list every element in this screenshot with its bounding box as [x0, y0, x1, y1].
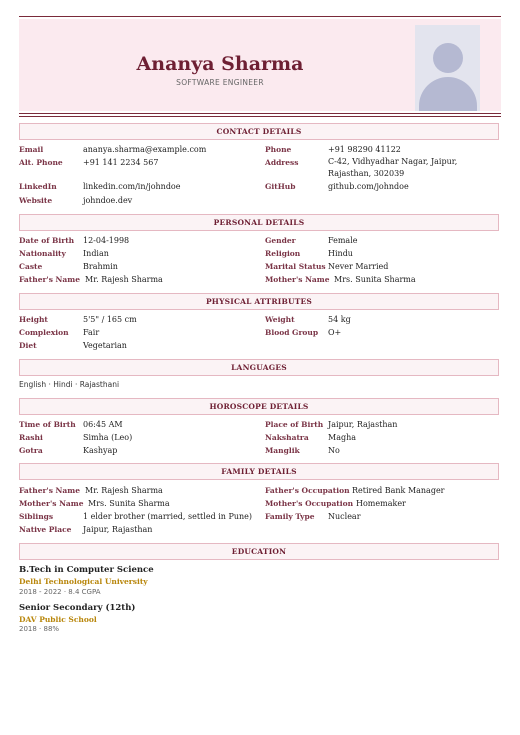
father-occupation-value: Retired Bank Manager	[352, 486, 445, 495]
weight-value: 54 kg	[328, 315, 351, 324]
address-value: C-42, Vidhyadhar Nagar, Jaipur, Rajasthan, 302039	[328, 157, 458, 178]
complexion-label: Complexion	[19, 328, 69, 337]
mother-occupation-label: Mother's Occupation	[265, 499, 354, 508]
height-label: Height	[19, 315, 48, 324]
section-header-horoscope: HOROSCOPE DETAILS	[19, 398, 499, 415]
dob-label: Date of Birth	[19, 236, 75, 245]
linkedin-value[interactable]: linkedin.com/in/johndoe	[83, 182, 181, 191]
website-label: Website	[19, 196, 53, 205]
header-rule-top	[19, 16, 501, 17]
family-type-value: Nuclear	[328, 512, 361, 521]
dob-value: 12-04-1998	[83, 236, 130, 245]
manglik-label: Manglik	[265, 446, 300, 455]
family-father-label: Father's Name	[19, 486, 80, 495]
religion-value: Hindu	[328, 249, 353, 258]
gotra-value: Kashyap	[83, 446, 118, 455]
avatar-body-icon	[419, 77, 477, 111]
section-header-family: FAMILY DETAILS	[19, 463, 499, 480]
blood-group-value: O+	[328, 328, 342, 337]
education-list	[19, 565, 501, 645]
email-label: Email	[19, 145, 44, 154]
caste-label: Caste	[19, 262, 43, 271]
mother-name-value: Mrs. Sunita Sharma	[334, 275, 416, 284]
father-occupation-label: Father's Occupation	[265, 486, 350, 495]
profile-photo-placeholder	[415, 25, 480, 111]
marital-status-label: Marital Status	[265, 262, 326, 271]
time-of-birth-label: Time of Birth	[19, 420, 76, 429]
header-banner	[19, 19, 501, 111]
github-value[interactable]: github.com/johndoe	[328, 182, 409, 191]
github-label: GitHub	[265, 182, 296, 191]
manglik-value: No	[328, 446, 340, 455]
weight-label: Weight	[265, 315, 295, 324]
nationality-label: Nationality	[19, 249, 66, 258]
email-value[interactable]: ananya.sharma@example.com	[83, 145, 207, 154]
father-name-label: Father's Name	[19, 275, 80, 284]
education-degree: B.Tech in Computer Science	[19, 565, 154, 575]
education-meta: 2018 · 88%	[19, 625, 60, 633]
person-role: SOFTWARE ENGINEER	[176, 78, 264, 87]
section-header-languages: LANGUAGES	[19, 359, 499, 376]
time-of-birth-value: 06:45 AM	[83, 420, 123, 429]
nakshatra-value: Magha	[328, 433, 357, 442]
education-school: Delhi Technological University	[19, 577, 148, 586]
mother-occupation-value: Homemaker	[356, 499, 406, 508]
complexion-value: Fair	[83, 328, 100, 337]
siblings-value: 1 elder brother (married, settled in Pune)	[83, 512, 253, 521]
alt-phone-label: Alt. Phone	[19, 158, 63, 167]
gender-value: Female	[328, 236, 358, 245]
diet-value: Vegetarian	[83, 341, 127, 350]
native-place-label: Native Place	[19, 525, 72, 534]
phone-value[interactable]: +91 98290 41122	[328, 145, 401, 154]
rashi-value: Simha (Leo)	[83, 433, 133, 442]
phone-label: Phone	[265, 145, 292, 154]
section-header-physical: PHYSICAL ATTRIBUTES	[19, 293, 499, 310]
address-label: Address	[265, 158, 299, 167]
person-name: Ananya Sharma	[136, 53, 304, 75]
mother-name-label: Mother's Name	[265, 275, 330, 284]
family-father-value: Mr. Rajesh Sharma	[85, 486, 163, 495]
header-rule-bottom-2	[19, 116, 501, 117]
father-name-value: Mr. Rajesh Sharma	[85, 275, 163, 284]
header-rule-bottom	[19, 113, 501, 114]
section-header-personal: PERSONAL DETAILS	[19, 214, 499, 231]
avatar-head-icon	[433, 43, 463, 73]
religion-label: Religion	[265, 249, 301, 258]
section-header-education: EDUCATION	[19, 543, 499, 560]
caste-value: Brahmin	[83, 262, 118, 271]
education-degree: Senior Secondary (12th)	[19, 603, 136, 613]
family-type-label: Family Type	[265, 512, 315, 521]
linkedin-label: LinkedIn	[19, 182, 57, 191]
nationality-value: Indian	[83, 249, 109, 258]
family-mother-label: Mother's Name	[19, 499, 84, 508]
siblings-label: Siblings	[19, 512, 54, 521]
rashi-label: Rashi	[19, 433, 43, 442]
section-header-contact: CONTACT DETAILS	[19, 123, 499, 140]
marital-status-value: Never Married	[328, 262, 389, 271]
blood-group-label: Blood Group	[265, 328, 319, 337]
nakshatra-label: Nakshatra	[265, 433, 309, 442]
place-of-birth-label: Place of Birth	[265, 420, 324, 429]
height-value: 5'5" / 165 cm	[83, 315, 137, 324]
website-value[interactable]: johndoe.dev	[83, 196, 133, 205]
education-school: DAV Public School	[19, 615, 97, 624]
place-of-birth-value: Jaipur, Rajasthan	[328, 420, 398, 429]
education-meta: 2018 - 2022 · 8.4 CGPA	[19, 588, 101, 596]
resume-page	[19, 16, 501, 117]
diet-label: Diet	[19, 341, 37, 350]
gotra-label: Gotra	[19, 446, 43, 455]
gender-label: Gender	[265, 236, 296, 245]
family-mother-value: Mrs. Sunita Sharma	[88, 499, 170, 508]
alt-phone-value[interactable]: +91 141 2234 567	[83, 158, 159, 167]
native-place-value: Jaipur, Rajasthan	[83, 525, 153, 534]
languages-list: English · Hindi · Rajasthani	[19, 380, 120, 389]
